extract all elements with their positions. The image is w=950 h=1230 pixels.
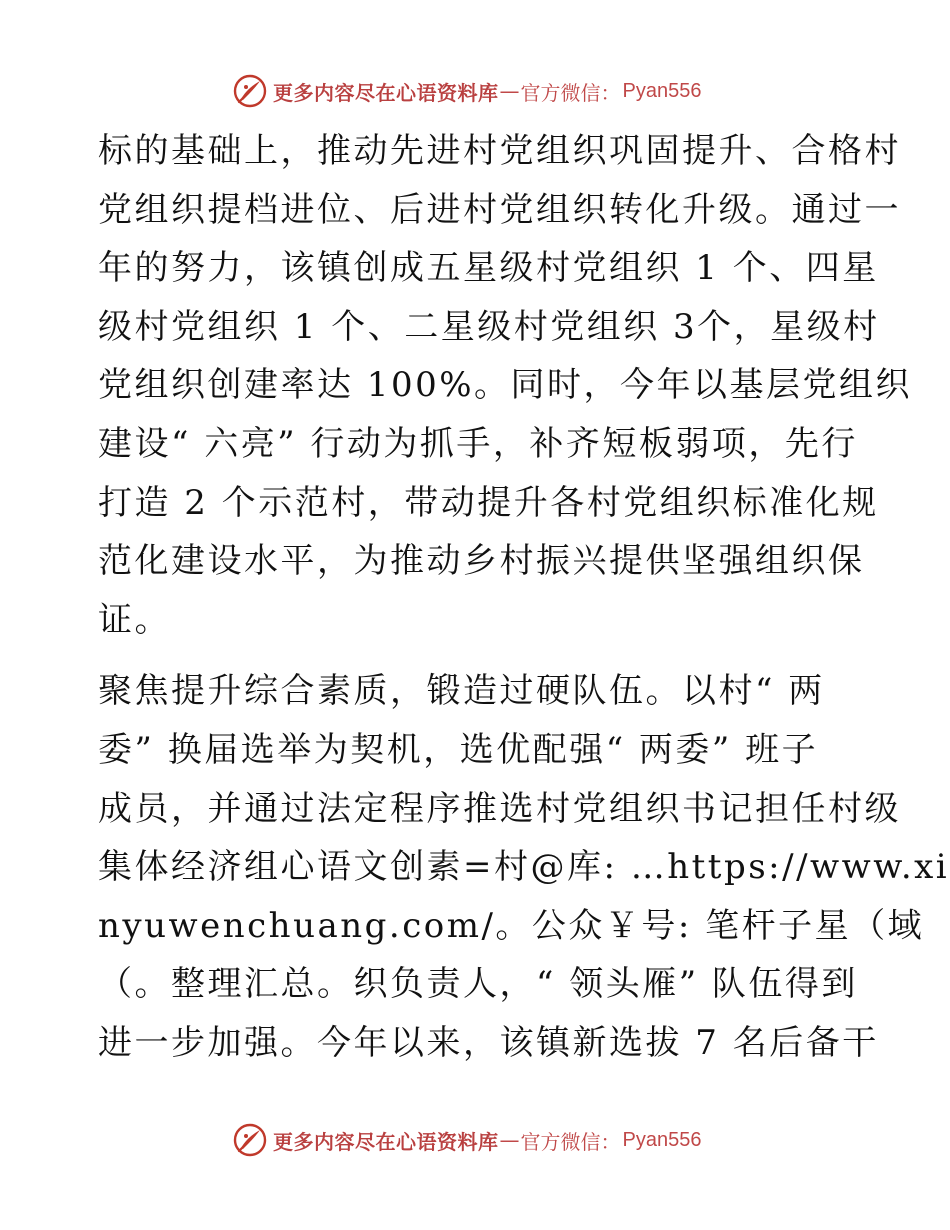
text-line: （。整理汇总。织负责人，“ 领头雁” 队伍得到	[98, 964, 858, 1005]
banner-dash: —	[499, 1128, 520, 1152]
body-text	[98, 122, 950, 1073]
text-line: 党组织提档进位、后进村党组织转化升级。通过一	[98, 189, 901, 230]
text-line: 进一步加强。今年以来，该镇新选拔 7 名后备干	[98, 1022, 879, 1063]
text-line: 打造 2 个示范村，带动提升各村党组织标准化规	[98, 482, 879, 523]
text-line: 证。	[98, 599, 171, 640]
text-line: 范化建设水平，为推动乡村振兴提供坚强组织保	[98, 541, 865, 582]
text-line: 党组织创建率达 100%。同时，今年以基层党组织	[98, 365, 913, 406]
wechat-label: 官方微信：	[520, 1129, 621, 1154]
paragraph-1	[98, 122, 913, 649]
text-line: 委” 换届选举为契机，选优配强“ 两委” 班子	[98, 729, 819, 770]
text-line: 建设“ 六亮” 行动为抓手，补齐短板弱项，先行	[98, 423, 858, 464]
site-name-text: 更多内容尽在心语资料库	[273, 80, 499, 105]
banner-dash: —	[499, 79, 520, 103]
header-banner	[233, 71, 701, 111]
site-name-text: 更多内容尽在心语资料库	[273, 1129, 499, 1154]
text-line: 集体经济组心语文创素=村@库: …https://www.xi	[98, 847, 950, 888]
wechat-id: Pyan556	[622, 79, 702, 102]
text-line: 级村党组织 1 个、二星级村党组织 3个，星级村	[98, 306, 880, 347]
paragraph-gap	[98, 649, 858, 662]
text-line: 年的努力，该镇创成五星级村党组织 1 个、四星	[98, 248, 879, 289]
paragraph-2	[98, 662, 950, 1072]
text-line: 标的基础上，推动先进村党组织巩固提升、合格村	[98, 131, 901, 171]
text-line: 聚焦提升综合素质，锻造过硬队伍。以村“ 两	[98, 671, 825, 712]
wechat-label: 官方微信：	[520, 80, 621, 105]
text-line: nyuwenchuang.com/。公众￥号: 笔杆子星（域	[98, 905, 925, 946]
quill-pen-logo-icon	[233, 74, 267, 108]
footer-banner	[233, 1120, 701, 1160]
wechat-id: Pyan556	[622, 1128, 702, 1151]
quill-pen-logo-icon	[233, 1123, 267, 1157]
text-line: 成员，并通过法定程序推选村党组织书记担任村级	[98, 788, 901, 829]
